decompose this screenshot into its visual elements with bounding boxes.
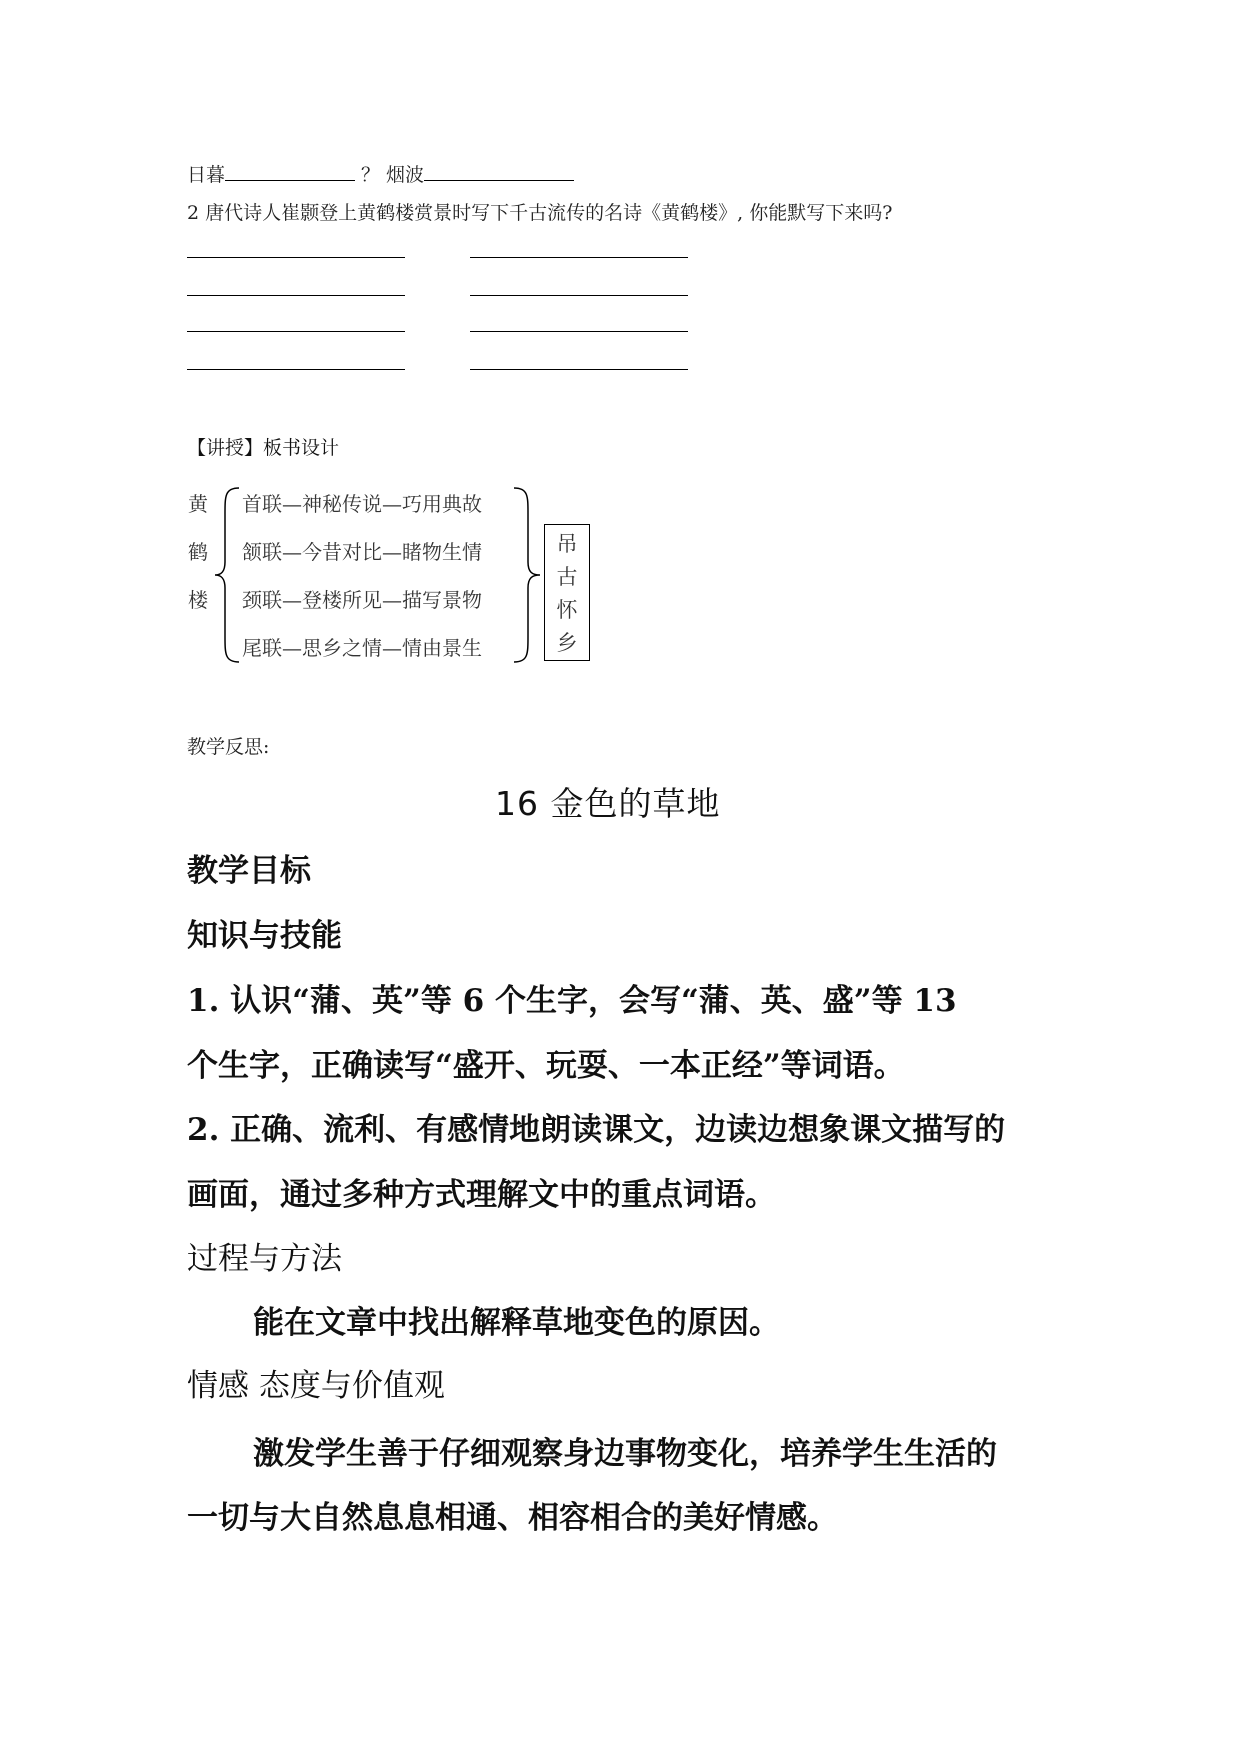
question-mark: ？: [361, 164, 381, 186]
goal-heading: 教学目标: [187, 853, 311, 889]
left-brace-icon: [213, 486, 241, 664]
theme-char: 乡: [556, 631, 578, 655]
answer-line[interactable]: [187, 331, 405, 332]
board-side-char: 楼: [188, 588, 208, 612]
lesson-title: 16 金色的草地: [495, 784, 721, 823]
theme-char: 古: [556, 565, 578, 589]
couplet-line: 颔联—今昔对比—睹物生情: [242, 540, 482, 564]
answer-blank-2[interactable]: [424, 162, 574, 181]
process-heading: 过程与方法: [187, 1241, 342, 1277]
reflection-label: 教学反思:: [187, 736, 270, 758]
theme-char: 吊: [556, 532, 578, 556]
answer-blank-1[interactable]: [225, 162, 355, 181]
goal-item-1-line-1: 1. 认识“蒲、英”等 6 个生字，会写“蒲、英、盛”等 13: [187, 983, 957, 1019]
answer-line[interactable]: [470, 257, 688, 258]
goal-item-2-line-2: 画面，通过多种方式理解文中的重点词语。: [187, 1177, 776, 1213]
couplet-line: 尾联—思乡之情—情由景生: [242, 636, 482, 660]
theme-box: [544, 524, 590, 661]
knowledge-heading: 知识与技能: [187, 918, 342, 954]
answer-line[interactable]: [187, 257, 405, 258]
fill-label-yanBo: 烟波: [386, 164, 425, 186]
theme-char: 怀: [556, 598, 578, 622]
goal-item-2-line-1: 2. 正确、流利、有感情地朗读课文，边读边想象课文描写的: [187, 1112, 1006, 1148]
couplet-line: 首联—神秘传说—巧用典故: [242, 492, 482, 516]
process-text: 能在文章中找出解释草地变色的原因。: [253, 1305, 780, 1341]
fill-label-riMu: 日暮: [187, 164, 226, 186]
answer-line[interactable]: [470, 331, 688, 332]
emotion-text-line-1: 激发学生善于仔细观察身边事物变化，培养学生生活的: [253, 1436, 997, 1472]
goal-item-1-line-2: 个生字，正确读写“盛开、玩耍、一本正经”等词语。: [187, 1048, 905, 1084]
emotion-heading: 情感 态度与价值观: [187, 1368, 445, 1404]
board-side-char: 黄: [188, 492, 208, 516]
emotion-text-line-2: 一切与大自然息息相通、相容相合的美好情感。: [187, 1500, 838, 1536]
board-side-char: 鹤: [188, 540, 208, 564]
right-brace-icon: [512, 486, 542, 664]
answer-line[interactable]: [470, 369, 688, 370]
answer-line[interactable]: [187, 295, 405, 296]
board-section-label: 【讲授】板书设计: [187, 437, 340, 459]
answer-line[interactable]: [470, 295, 688, 296]
question-2: 2 唐代诗人崔颢登上黄鹤楼赏景时写下千古流传的名诗《黄鹤楼》, 你能默写下来吗?: [187, 202, 893, 224]
couplet-line: 颈联—登楼所见—描写景物: [242, 588, 482, 612]
fill-blank-prompt: [187, 160, 574, 187]
answer-line[interactable]: [187, 369, 405, 370]
